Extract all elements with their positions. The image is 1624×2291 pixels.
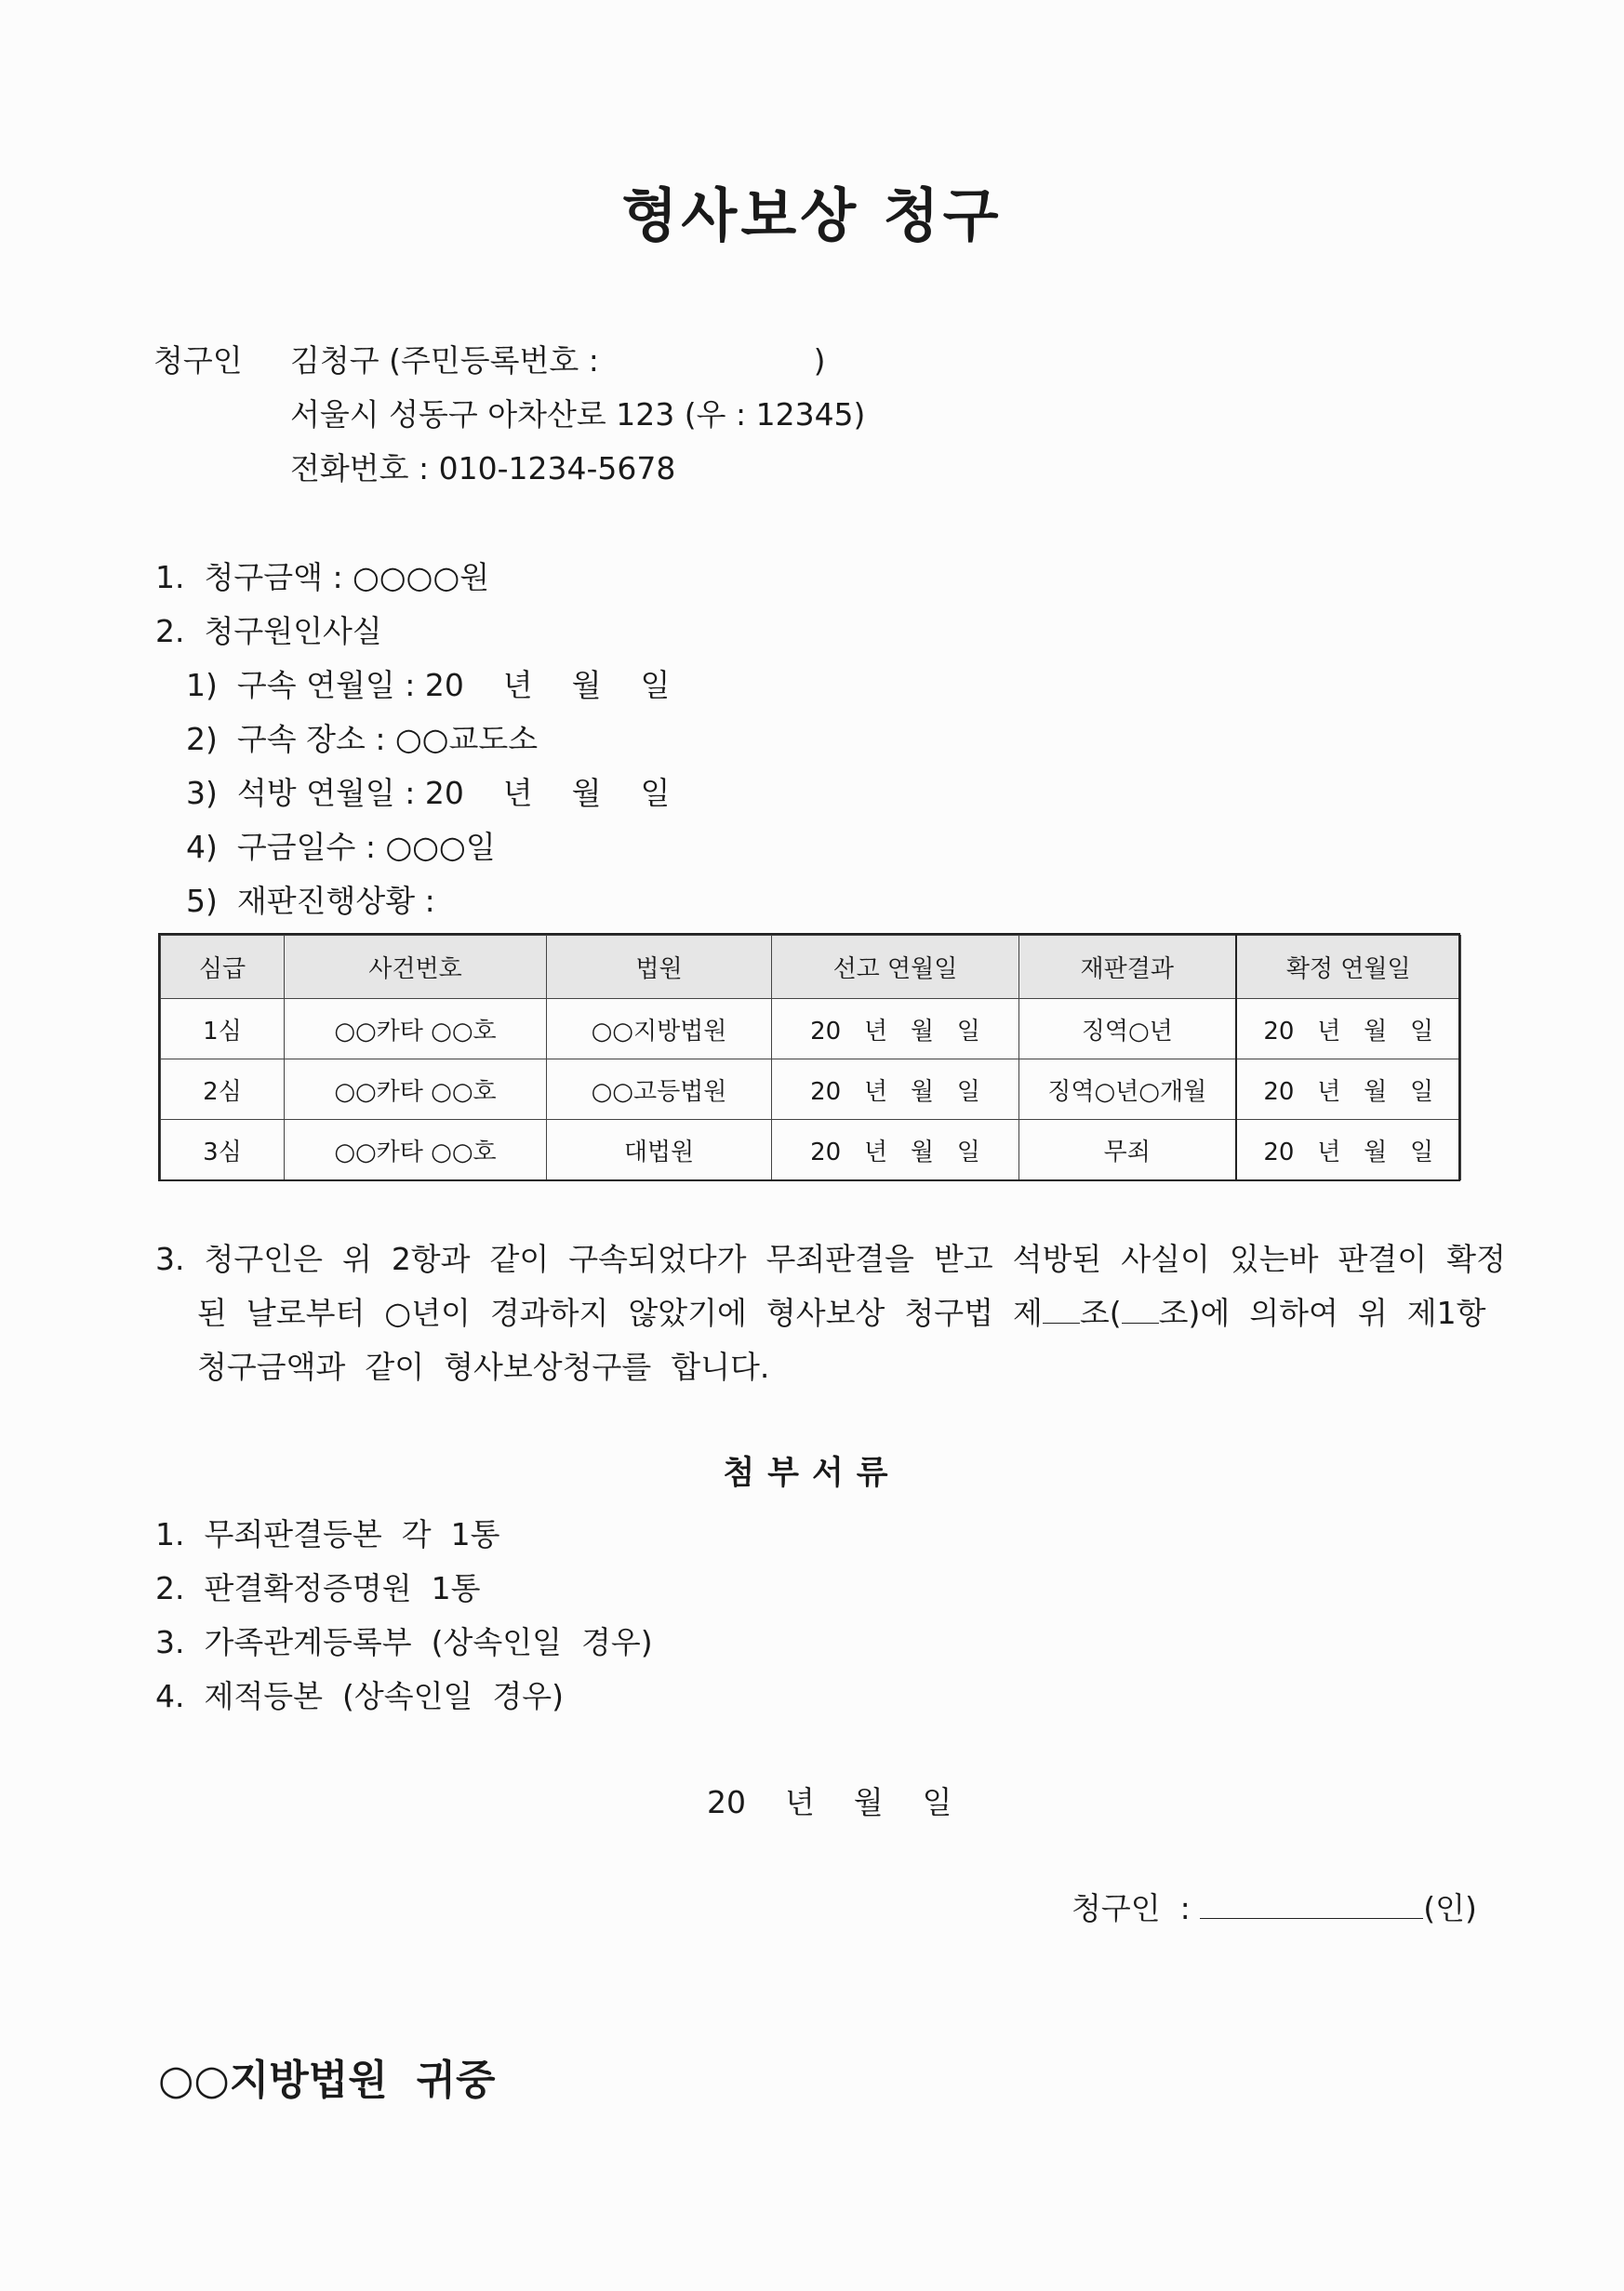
header-court: 법원 — [547, 936, 772, 999]
header-instance: 심급 — [161, 936, 285, 999]
trial-table — [160, 935, 1461, 1180]
cell-result: 징역○년○개월 — [1019, 1059, 1236, 1120]
signature-blank — [1200, 1892, 1423, 1919]
document-title: 형사보상 청구 — [621, 181, 1003, 249]
detention-date: 1) 구속 연월일 : 20 년 월 일 — [186, 667, 671, 703]
claim-amount: 1. 청구금액 : ○○○○원 — [155, 559, 490, 595]
claimant-phone: 전화번호 : 010-1234-5678 — [290, 450, 676, 486]
cell-case-number: ○○카타 ○○호 — [285, 1120, 547, 1180]
trial-progress: 5) 재판진행상황 : — [186, 883, 435, 919]
release-date: 3) 석방 연월일 : 20 년 월 일 — [186, 775, 671, 811]
cell-case-number: ○○카타 ○○호 — [285, 1059, 547, 1120]
cell-sentence-date: 20 년 월 일 — [772, 999, 1019, 1059]
cell-court: 대법원 — [547, 1120, 772, 1180]
filing-date: 20 년 월 일 — [707, 1784, 952, 1820]
attachment-item: 3. 가족관계등록부 (상속인일 경우) — [155, 1624, 653, 1660]
cell-sentence-date: 20 년 월 일 — [772, 1120, 1019, 1180]
header-final-date: 확정 연월일 — [1236, 936, 1461, 999]
cell-final-date: 20 년 월 일 — [1236, 1059, 1461, 1120]
detention-place: 2) 구속 장소 : ○○교도소 — [186, 721, 539, 757]
claimant-address: 서울시 성동구 아차산로 123 (우 : 12345) — [290, 396, 866, 433]
cell-court: ○○지방법원 — [547, 999, 772, 1059]
header-sentence-date: 선고 연월일 — [772, 936, 1019, 999]
signature-label: 청구인 : — [1072, 1890, 1191, 1926]
cell-result: 징역○년 — [1019, 999, 1236, 1059]
clause-blank — [1122, 1297, 1159, 1324]
cell-court: ○○고등법원 — [547, 1059, 772, 1120]
statement-line-2 — [197, 1289, 1485, 1333]
table-row — [161, 1059, 1461, 1120]
claimant-label: 청구인 — [153, 342, 243, 379]
attachments-title: 첨부서류 — [723, 1455, 901, 1492]
cell-sentence-date: 20 년 월 일 — [772, 1059, 1019, 1120]
attachment-item: 2. 판결확정증명원 1통 — [155, 1570, 481, 1606]
addressee-court: ○○지방법원 귀중 — [158, 2057, 496, 2104]
cell-result: 무죄 — [1019, 1120, 1236, 1180]
table-header-row — [161, 936, 1461, 999]
article-blank — [1043, 1297, 1080, 1324]
cell-instance: 3심 — [161, 1120, 285, 1180]
signature-line — [1072, 1885, 1477, 1928]
cell-final-date: 20 년 월 일 — [1236, 1120, 1461, 1180]
cell-instance: 1심 — [161, 999, 285, 1059]
statement-line-2-text-a: 된 날로부터 ○년이 경과하지 않았기에 형사보상 청구법 제 — [197, 1295, 1043, 1331]
cell-instance: 2심 — [161, 1059, 285, 1120]
header-result: 재판결과 — [1019, 936, 1236, 999]
header-case-number: 사건번호 — [285, 936, 547, 999]
statement-line-2-text-c: 조)에 의하여 위 제1항 — [1158, 1295, 1486, 1331]
claim-cause-heading: 2. 청구원인사실 — [155, 613, 382, 649]
claimant-name: 김청구 (주민등록번호 : ) — [290, 342, 826, 379]
cell-final-date: 20 년 월 일 — [1236, 999, 1461, 1059]
table-row — [161, 999, 1461, 1059]
statement-line-1: 3. 청구인은 위 2항과 같이 구속되었다가 무죄판결을 받고 석방된 사실이 있는바 판결이 확정 — [155, 1241, 1506, 1277]
statement-line-2-text-b: 조( — [1079, 1295, 1122, 1331]
attachment-item: 1. 무죄판결등본 각 1통 — [155, 1516, 500, 1552]
table-row — [161, 1120, 1461, 1180]
statement-line-3: 청구금액과 같이 형사보상청구를 합니다. — [197, 1349, 770, 1385]
detention-days: 4) 구금일수 : ○○○일 — [186, 829, 496, 865]
seal-mark: (인) — [1423, 1890, 1477, 1926]
cell-case-number: ○○카타 ○○호 — [285, 999, 547, 1059]
attachment-item: 4. 제적등본 (상속인일 경우) — [155, 1678, 564, 1714]
